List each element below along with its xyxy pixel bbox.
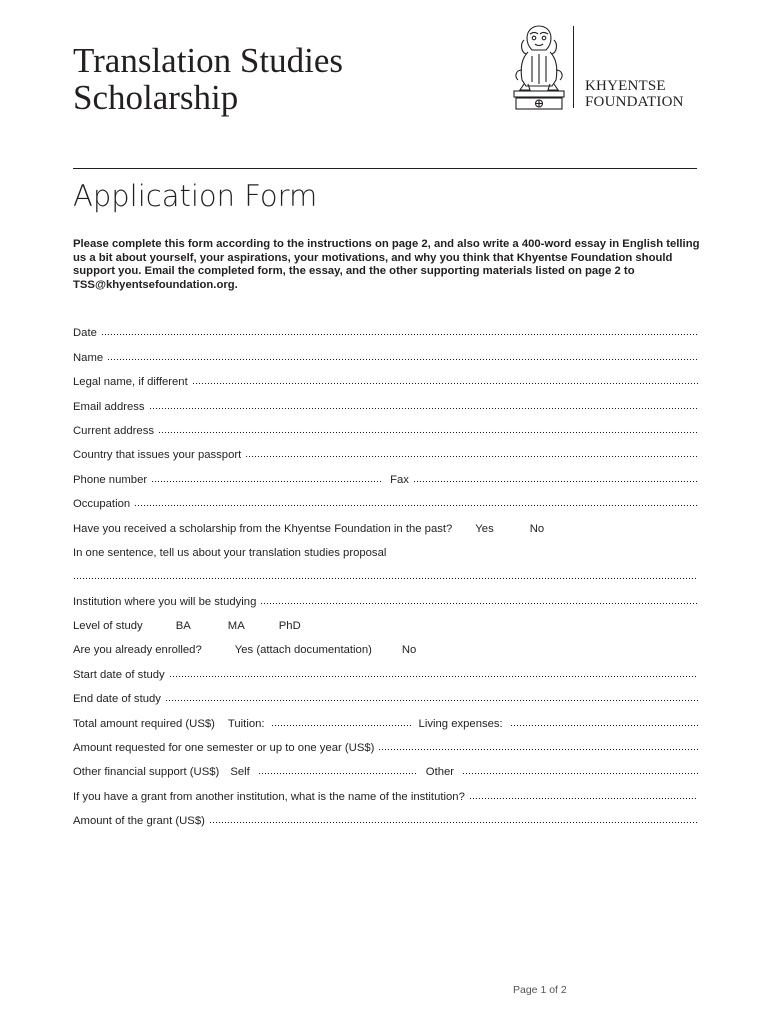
proposal-row bbox=[73, 538, 698, 562]
legal-name-label: Legal name, if different bbox=[73, 376, 188, 389]
passport-field[interactable] bbox=[245, 455, 698, 458]
end-date-row bbox=[73, 684, 698, 708]
form-instructions: Please complete this form according to the instructions on page 2, and also write a 400-word essay in English telling us a bit about yourself, your aspirations, your motivations, and why you think that Khyentse Foundation should support you. Email the completed form, the essay, and the other supporting materials listed on page 2 to TSS@khyentsefoundation.org. bbox=[73, 238, 700, 291]
tuition-field[interactable] bbox=[271, 724, 413, 727]
grant-amount-label: Amount of the grant (US$) bbox=[73, 815, 205, 828]
address-field[interactable] bbox=[158, 431, 698, 434]
prior-scholarship-no-option[interactable]: No bbox=[529, 522, 545, 535]
enrolled-row bbox=[73, 635, 698, 659]
end-date-field[interactable] bbox=[165, 699, 698, 702]
foundation-wordmark bbox=[585, 78, 684, 110]
institution-field[interactable] bbox=[260, 602, 698, 605]
total-amount-label: Total amount required (US$) bbox=[73, 717, 215, 730]
address-label: Current address bbox=[73, 424, 154, 437]
form-heading: Application Form bbox=[73, 179, 318, 213]
amount-requested-label: Amount requested for one semester or up to one year (US$) bbox=[73, 742, 375, 755]
phone-field[interactable] bbox=[151, 480, 383, 483]
date-label: Date bbox=[73, 327, 97, 340]
email-row bbox=[73, 391, 698, 415]
start-date-field[interactable] bbox=[169, 675, 698, 678]
fax-label: Fax bbox=[390, 473, 409, 486]
foundation-line-1: KHYENTSE bbox=[585, 78, 666, 94]
title-line-2: Scholarship bbox=[73, 78, 239, 117]
legal-name-row bbox=[73, 367, 698, 391]
occupation-field[interactable] bbox=[134, 504, 698, 507]
passport-row bbox=[73, 440, 698, 464]
level-ba-option[interactable]: BA bbox=[175, 620, 191, 633]
start-date-label: Start date of study bbox=[73, 668, 165, 681]
other-support-source-field[interactable] bbox=[462, 772, 698, 775]
legal-name-field[interactable] bbox=[192, 382, 698, 385]
name-row bbox=[73, 342, 698, 366]
self-support-field[interactable] bbox=[258, 772, 418, 775]
name-label: Name bbox=[73, 351, 104, 364]
total-amount-row bbox=[73, 708, 698, 732]
amount-requested-field[interactable] bbox=[378, 748, 698, 751]
prior-scholarship-label: Have you received a scholarship from the Khyentse Foundation in the past? bbox=[73, 522, 453, 535]
address-row bbox=[73, 416, 698, 440]
logo-divider bbox=[573, 26, 574, 108]
date-field[interactable] bbox=[101, 333, 698, 336]
form-fields bbox=[73, 318, 698, 830]
phone-label: Phone number bbox=[73, 473, 148, 486]
living-expenses-label: Living expenses: bbox=[418, 717, 503, 730]
end-date-label: End date of study bbox=[73, 693, 161, 706]
level-label: Level of study bbox=[73, 620, 143, 633]
grant-institution-row bbox=[73, 781, 698, 805]
level-phd-option[interactable]: PhD bbox=[278, 620, 301, 633]
prior-scholarship-yes-option[interactable]: Yes bbox=[475, 522, 494, 535]
self-support-label: Self bbox=[230, 766, 250, 779]
institution-label: Institution where you will be studying bbox=[73, 595, 257, 608]
level-row bbox=[73, 611, 698, 635]
name-field[interactable] bbox=[107, 358, 698, 361]
prior-scholarship-row bbox=[73, 513, 698, 537]
other-support-row bbox=[73, 757, 698, 781]
fax-field[interactable] bbox=[413, 480, 698, 483]
proposal-label: In one sentence, tell us about your translation studies proposal bbox=[73, 546, 387, 559]
tuition-label: Tuition: bbox=[227, 717, 265, 730]
passport-label: Country that issues your passport bbox=[73, 449, 242, 462]
header-rule bbox=[73, 168, 697, 169]
occupation-row bbox=[73, 489, 698, 513]
proposal-answer-row bbox=[73, 562, 698, 586]
email-field[interactable] bbox=[149, 407, 698, 410]
grant-institution-field[interactable] bbox=[469, 797, 698, 800]
grant-amount-field[interactable] bbox=[209, 821, 698, 824]
occupation-label: Occupation bbox=[73, 498, 131, 511]
other-support-source-label: Other bbox=[425, 766, 455, 779]
living-expenses-field[interactable] bbox=[510, 724, 698, 727]
foundation-line-2: FOUNDATION bbox=[585, 94, 684, 110]
other-support-label: Other financial support (US$) bbox=[73, 766, 220, 779]
level-ma-option[interactable]: MA bbox=[227, 620, 245, 633]
amount-requested-row bbox=[73, 733, 698, 757]
date-row bbox=[73, 318, 698, 342]
start-date-row bbox=[73, 659, 698, 683]
email-label: Email address bbox=[73, 400, 145, 413]
proposal-field[interactable] bbox=[73, 577, 698, 580]
institution-row bbox=[73, 586, 698, 610]
snow-lion-icon bbox=[508, 24, 570, 110]
page-number: Page 1 of 2 bbox=[513, 984, 567, 996]
phone-row bbox=[73, 464, 698, 488]
title-line-1: Translation Studies bbox=[73, 41, 343, 80]
grant-amount-row bbox=[73, 806, 698, 830]
page-title bbox=[73, 42, 343, 116]
enrolled-yes-option[interactable]: Yes (attach documentation) bbox=[234, 644, 372, 657]
enrolled-label: Are you already enrolled? bbox=[73, 644, 202, 657]
enrolled-no-option[interactable]: No bbox=[401, 644, 417, 657]
grant-institution-label: If you have a grant from another institution, what is the name of the institution? bbox=[73, 790, 465, 803]
